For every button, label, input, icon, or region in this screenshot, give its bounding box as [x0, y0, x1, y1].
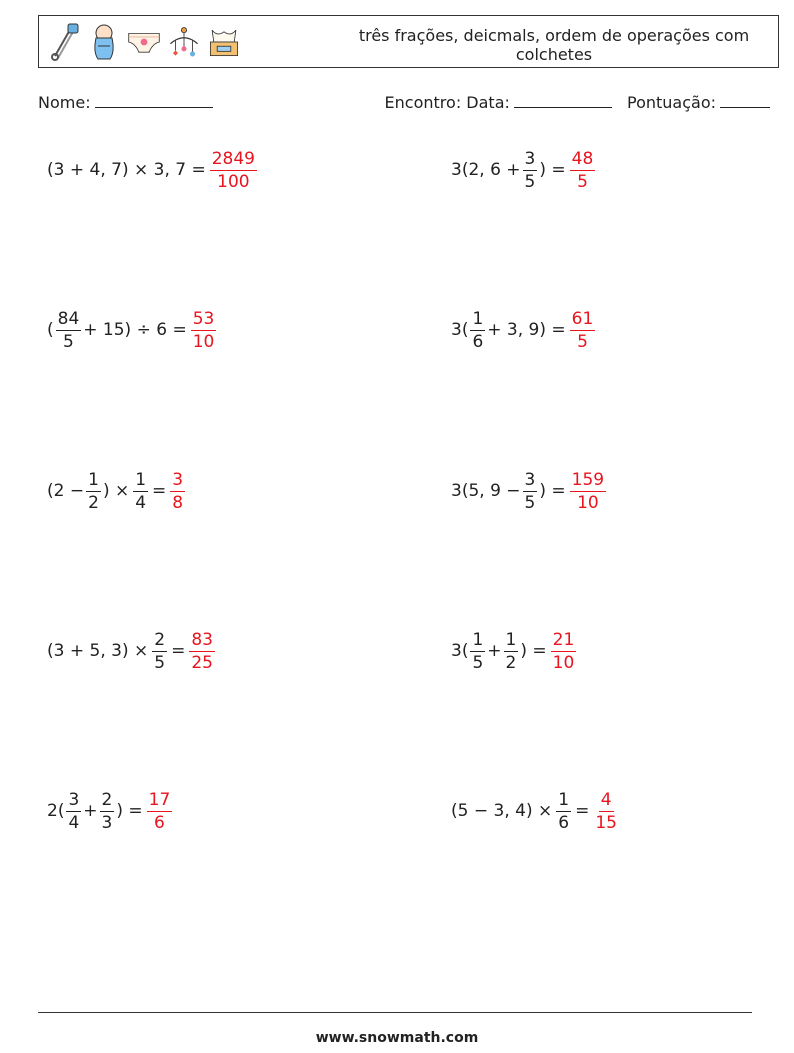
operand-fraction	[86, 470, 101, 513]
operand-fraction-2	[504, 630, 519, 673]
problem-4	[451, 305, 599, 355]
expression-end: ) =	[116, 801, 143, 821]
answer-numerator: 17	[148, 789, 171, 810]
answer-fraction	[570, 309, 596, 352]
fraction-denominator: 5	[472, 652, 484, 673]
diaper-icon	[127, 22, 161, 62]
answer-numerator: 159	[571, 469, 605, 490]
expression-end: ) =	[539, 160, 566, 180]
fraction-numerator: 3	[68, 789, 80, 810]
answer-denominator: 100	[217, 171, 250, 192]
operand-fraction	[56, 309, 82, 352]
answer-fraction	[593, 790, 619, 833]
expression-start: 3(	[451, 320, 469, 340]
fraction-numerator: 1	[558, 789, 570, 810]
expression-start: (2 −	[47, 481, 85, 501]
fraction-numerator: 2	[154, 629, 166, 650]
operand-fraction	[523, 470, 538, 513]
fraction-denominator: 6	[472, 331, 484, 352]
name-label: Nome:	[38, 93, 91, 112]
answer-denominator: 15	[595, 812, 617, 833]
expression-middle: +	[487, 641, 502, 661]
operand-fraction	[470, 309, 485, 352]
name-blank[interactable]	[95, 93, 213, 108]
footer-divider	[38, 1012, 752, 1013]
fraction-numerator: 2	[101, 789, 113, 810]
fraction-numerator: 1	[135, 469, 147, 490]
answer-numerator: 3	[172, 469, 184, 490]
answer-denominator: 5	[577, 171, 588, 192]
answer-fraction	[189, 630, 215, 673]
baby-mobile-icon	[167, 22, 201, 62]
answer-numerator: 21	[552, 629, 575, 650]
answer-fraction	[210, 149, 257, 192]
name-field	[38, 93, 213, 112]
fraction-denominator: 6	[558, 812, 570, 833]
swaddled-baby-icon	[87, 22, 121, 62]
expression-middle: +	[83, 801, 98, 821]
operand-fraction	[556, 790, 571, 833]
answer-numerator: 53	[192, 308, 215, 329]
expression-start: (	[47, 320, 54, 340]
operand-fraction-2	[100, 790, 115, 833]
answer-denominator: 25	[191, 652, 213, 673]
expression: (3 + 4, 7) × 3, 7 =	[47, 160, 206, 180]
expression-end: + 15) ÷ 6 =	[83, 320, 187, 340]
problem-10	[451, 786, 623, 836]
fraction-denominator: 2	[505, 652, 517, 673]
fraction-denominator: 4	[135, 492, 147, 513]
answer-fraction	[551, 630, 577, 673]
expression-end: + 3, 9) =	[487, 320, 566, 340]
fraction-denominator: 3	[101, 812, 113, 833]
safety-pin-icon	[47, 22, 81, 62]
worksheet-header	[38, 15, 779, 68]
fraction-numerator: 3	[524, 469, 536, 490]
problem-2	[451, 145, 599, 195]
expression-start: (5 − 3, 4) ×	[451, 801, 553, 821]
expression-end: =	[152, 481, 167, 501]
problem-8	[451, 626, 580, 676]
answer-numerator: 2849	[211, 148, 255, 169]
answer-numerator: 61	[571, 308, 594, 329]
problem-7	[47, 626, 219, 676]
expression-end: ) =	[539, 481, 566, 501]
expression-middle: ) ×	[102, 481, 130, 501]
answer-fraction	[570, 470, 606, 513]
fraction-denominator: 5	[63, 331, 74, 352]
answer-numerator: 48	[571, 148, 594, 169]
problem-9	[47, 786, 176, 836]
problem-6	[451, 466, 610, 516]
fraction-numerator: 84	[57, 308, 80, 329]
fraction-numerator: 3	[524, 148, 536, 169]
tissue-box-icon	[207, 22, 241, 62]
fraction-denominator: 5	[154, 652, 166, 673]
answer-denominator: 5	[577, 331, 588, 352]
answer-fraction	[170, 470, 185, 513]
operand-fraction	[66, 790, 81, 833]
answer-fraction	[147, 790, 173, 833]
expression-start: 3(	[451, 641, 469, 661]
footer-url[interactable]: www.snowmath.com	[315, 1030, 479, 1046]
worksheet-title: três frações, deicmals, ordem de operações com colchetes	[358, 26, 750, 64]
answer-denominator: 10	[192, 331, 215, 352]
fraction-denominator: 2	[88, 492, 99, 513]
fraction-numerator: 1	[505, 629, 517, 650]
header-icons	[47, 22, 241, 62]
fraction-numerator: 1	[472, 308, 484, 329]
expression-end: =	[171, 641, 186, 661]
expression-start: (3 + 5, 3) ×	[47, 641, 149, 661]
date-blank[interactable]	[514, 93, 612, 108]
expression-start: 2(	[47, 801, 65, 821]
answer-denominator: 10	[552, 652, 575, 673]
date-score-fields	[385, 93, 770, 112]
fraction-denominator: 5	[524, 171, 536, 192]
answer-denominator: 10	[577, 492, 599, 513]
answer-fraction	[570, 149, 596, 192]
fraction-numerator: 1	[472, 629, 484, 650]
fraction-numerator: 1	[88, 469, 99, 490]
fraction-denominator: 4	[68, 812, 80, 833]
answer-numerator: 4	[600, 789, 612, 810]
operand-fraction-2	[133, 470, 148, 513]
answer-fraction	[191, 309, 217, 352]
expression-start: 3(2, 6 +	[451, 160, 521, 180]
problem-5	[47, 466, 189, 516]
operand-fraction	[523, 149, 538, 192]
expression-end: =	[575, 801, 590, 821]
answer-denominator: 6	[154, 812, 165, 833]
problem-1	[47, 145, 261, 195]
operand-fraction	[470, 630, 485, 673]
expression-end: ) =	[520, 641, 547, 661]
problem-3	[47, 305, 220, 355]
answer-denominator: 8	[172, 492, 184, 513]
operand-fraction	[152, 630, 167, 673]
score-label: Pontuação:	[626, 93, 716, 112]
answer-numerator: 83	[191, 629, 213, 650]
score-blank[interactable]	[720, 93, 770, 108]
expression-start: 3(5, 9 −	[451, 481, 521, 501]
fraction-denominator: 5	[524, 492, 536, 513]
date-label: Encontro: Data:	[384, 93, 510, 112]
